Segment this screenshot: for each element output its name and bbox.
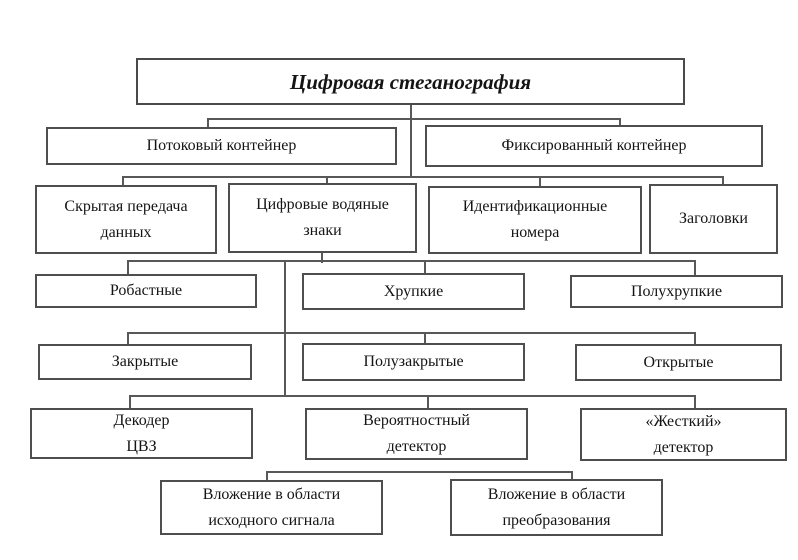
node-label: детектор bbox=[386, 438, 447, 455]
node-semi-closed bbox=[302, 343, 525, 381]
node-open bbox=[575, 344, 782, 381]
connector-row6-horizontal bbox=[129, 395, 696, 397]
node-label: детектор bbox=[653, 438, 714, 456]
connector-row2-horizontal bbox=[207, 118, 621, 120]
node-label: Заголовки bbox=[679, 210, 748, 227]
node-label: данных bbox=[100, 223, 152, 241]
node-identification-numbers bbox=[428, 186, 642, 254]
node-label: Вложение в области bbox=[202, 485, 341, 503]
connector-row5-horizontal bbox=[127, 332, 696, 334]
node-label: преобразования bbox=[502, 511, 611, 529]
node-embedding-source-domain bbox=[160, 480, 383, 535]
node-hard-detector bbox=[580, 408, 787, 461]
connector-root-spine bbox=[410, 105, 412, 178]
node-stream-container bbox=[46, 127, 397, 165]
connector-row4-horizontal bbox=[127, 260, 696, 262]
node-label: «Жесткий» bbox=[645, 412, 722, 430]
node-label: Полузакрытые bbox=[363, 353, 464, 370]
node-label: Робастные bbox=[109, 282, 183, 299]
node-digital-watermarks bbox=[228, 183, 417, 253]
node-semi-fragile bbox=[570, 275, 783, 308]
node-label: Вероятностный bbox=[363, 412, 470, 429]
node-label: Открытые bbox=[643, 353, 714, 371]
node-closed bbox=[38, 344, 252, 380]
node-label: Полухрупкие bbox=[630, 282, 723, 300]
node-hidden-data-transfer bbox=[35, 185, 217, 254]
node-probabilistic-detector bbox=[305, 408, 528, 460]
node-fixed-container bbox=[425, 125, 763, 167]
node-wm-decoder bbox=[30, 408, 253, 459]
node-headers bbox=[649, 184, 778, 254]
node-label: Хрупкие bbox=[383, 282, 444, 300]
node-label: Потоковый контейнер bbox=[146, 137, 297, 154]
connector-row7-horizontal bbox=[266, 471, 573, 473]
node-label: Декодер bbox=[113, 411, 170, 429]
node-label: Цифровая стеганография bbox=[289, 69, 532, 94]
connector-row3-horizontal bbox=[122, 176, 724, 178]
node-label: Вложение в области bbox=[487, 485, 626, 503]
node-label: ЦВЗ bbox=[126, 437, 157, 455]
connector-watermarks-long-spine bbox=[284, 260, 286, 397]
node-label: Фиксированный контейнер bbox=[501, 137, 687, 154]
node-digital-steganography bbox=[136, 58, 685, 105]
node-label: Закрытые bbox=[111, 353, 179, 370]
node-label: исходного сигнала bbox=[208, 511, 335, 529]
node-label: номера bbox=[510, 224, 560, 241]
node-robust bbox=[35, 274, 257, 308]
node-embedding-transform-domain bbox=[450, 479, 663, 536]
node-label: Идентификационные bbox=[462, 198, 608, 215]
node-label: знаки bbox=[303, 222, 342, 239]
node-label: Цифровые водяные bbox=[256, 196, 389, 213]
node-fragile bbox=[302, 273, 525, 310]
node-label: Скрытая передача bbox=[64, 197, 188, 215]
